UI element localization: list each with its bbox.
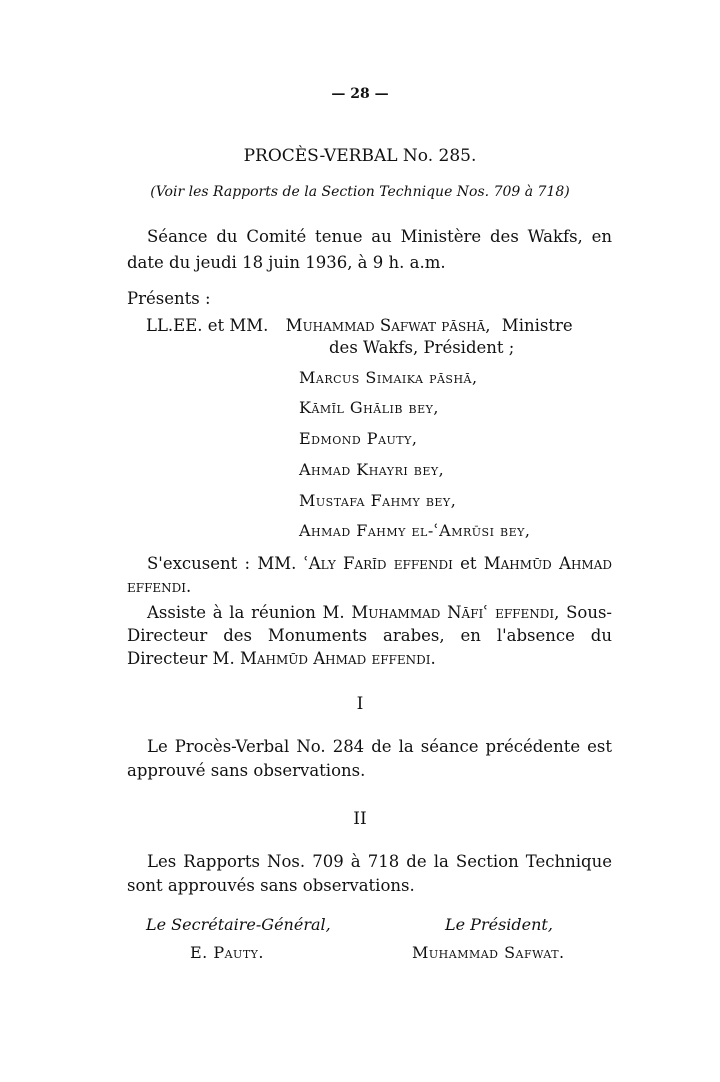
president-name: Muhammad Safwat pāshā, bbox=[285, 316, 491, 335]
attendee: Mustafa Fahmy bey, bbox=[299, 491, 457, 510]
president-role: Ministre bbox=[501, 316, 573, 335]
section-2-paragraph: Les Rapports Nos. 709 à 718 de la Section Technique sont approuvés sans observations. bbox=[127, 852, 612, 895]
attendee: Kāmīl Ghālib bey, bbox=[299, 398, 439, 417]
section-heading-1: I bbox=[356, 694, 364, 714]
assiste-name-2: Mahmūd Ahmad effendi. bbox=[239, 649, 436, 668]
attendee: Ahmad Fahmy el-ʿAmrūsi bey, bbox=[299, 521, 531, 540]
signature-left-name: E. Pauty. bbox=[190, 943, 265, 962]
attendee: Marcus Simaika pāshā, bbox=[299, 368, 478, 387]
attendee: Edmond Pauty, bbox=[299, 429, 418, 448]
signature-right-name: Muhammad Safwat. bbox=[412, 943, 565, 962]
assiste-paragraph bbox=[127, 601, 612, 670]
assiste-name: Muhammad Nāfiʿ effendi, bbox=[351, 603, 560, 622]
president-line bbox=[146, 316, 573, 335]
assiste-text-2: Sous-Directeur des Monuments arabes, en l'absence du Directeur M. bbox=[127, 603, 612, 668]
document-title: PROCÈS-VERBAL No. 285. bbox=[243, 146, 477, 166]
presents-label: Présents : bbox=[127, 289, 211, 308]
excuse-prefix: S'excusent : MM. bbox=[147, 554, 297, 573]
page-number: — 28 — bbox=[331, 86, 389, 102]
president-prefix: LL.EE. et MM. bbox=[146, 316, 269, 335]
seance-paragraph: Séance du Comité tenue au Ministère des Wakfs, en date du jeudi 18 juin 1936, à 9 h. a.m. bbox=[127, 227, 612, 272]
signature-left-title: Le Secrétaire-Général, bbox=[146, 915, 331, 934]
excuse-paragraph bbox=[127, 552, 612, 598]
section-heading-2: II bbox=[353, 809, 367, 829]
excuse-name-2: Mahmūd Ahmad effendi. bbox=[127, 554, 613, 596]
document-subtitle: (Voir les Rapports de la Section Technique Nos. 709 à 718) bbox=[150, 184, 570, 200]
president-role-continued: des Wakfs, Président ; bbox=[329, 338, 515, 357]
section-1-paragraph: Le Procès-Verbal No. 284 de la séance précédente est approuvé sans observations. bbox=[127, 737, 612, 780]
signature-right-title: Le Président, bbox=[445, 915, 553, 934]
excuse-and: et bbox=[460, 554, 477, 573]
assiste-text-1: Assiste à la réunion M. bbox=[147, 603, 345, 622]
excuse-name-1: ʿAly Farīd effendi bbox=[303, 554, 453, 573]
attendee: Ahmad Khayri bey, bbox=[299, 460, 445, 479]
